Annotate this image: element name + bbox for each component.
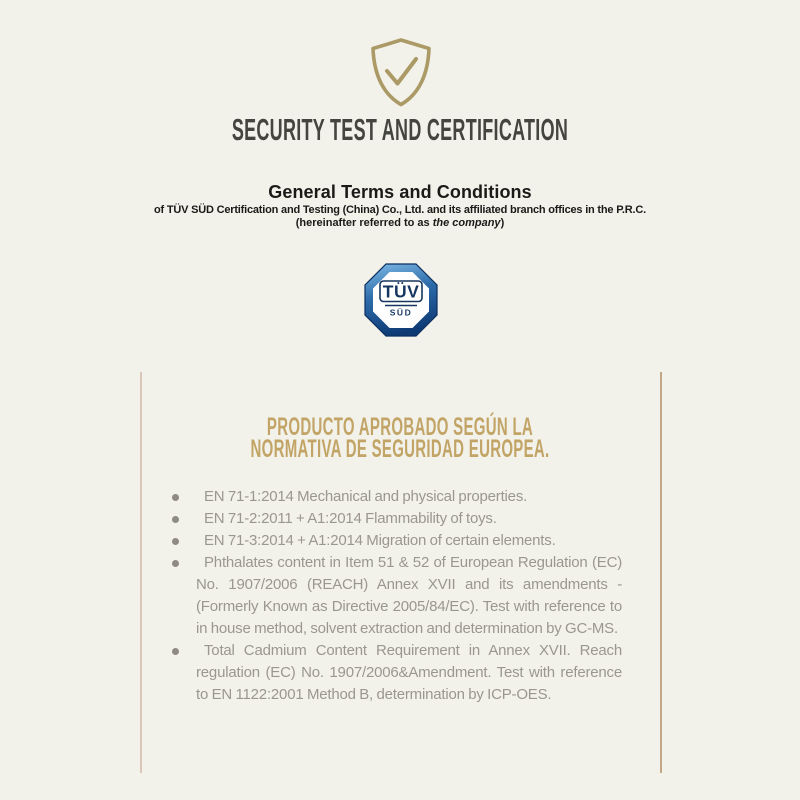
approval-heading <box>0 413 800 463</box>
standard-item <box>166 486 622 508</box>
bullet-icon <box>172 538 179 545</box>
terms-block <box>0 181 800 230</box>
standard-text: EN 71-3:2014 + A1:2014 Migration of certain elements. <box>204 532 556 549</box>
approval-line-2: NORMATIVA DE SEGURIDAD EUROPEA. <box>250 435 550 463</box>
terms-subtitle: of TÜV SÜD Certification and Testing (China) Co., Ltd. and its affiliated branch offices in the P.R.C. <box>154 204 646 216</box>
standard-text: Total Cadmium Content Requirement in Annex XVII. Reach regulation (EC) No. 1907/2006&Amendment. Test with reference to EN 1122:2001 Method B, determination by ICP-OES. <box>196 642 622 703</box>
terms-note-prefix: (hereinafter referred to as <box>295 217 433 229</box>
logo-tuv-text: TÜV <box>382 281 420 302</box>
standard-text: EN 71-1:2014 Mechanical and physical properties. <box>204 488 528 505</box>
logo-sud-text: SÜD <box>389 307 413 318</box>
bullet-icon <box>172 516 179 523</box>
standard-item <box>166 552 622 640</box>
bullet-icon <box>172 648 179 655</box>
standard-text: Phthalates content in Item 51 & 52 of European Regulation (EC) No. 1907/2006 (REACH) Annex XVII and its amendments - (Formerly Known as Directive 2005/84/EC). Test with reference to in house method, solvent extraction and determination by GC-MS. <box>196 554 622 637</box>
standards-list <box>166 486 622 706</box>
approval-line-1: PRODUCTO APROBADO SEGÚN LA <box>266 413 534 441</box>
terms-heading: General Terms and Conditions <box>268 182 532 202</box>
bullet-icon <box>172 494 179 501</box>
bullet-icon <box>172 560 179 567</box>
terms-note <box>0 217 800 230</box>
standard-item <box>166 530 622 552</box>
standard-item <box>166 640 622 706</box>
standard-text: EN 71-2:2011 + A1:2014 Flammability of toys. <box>204 510 497 527</box>
standard-item <box>166 508 622 530</box>
title-wrap <box>0 112 800 148</box>
security-title: SECURITY TEST AND CERTIFICATION <box>231 112 569 147</box>
terms-note-italic: the company <box>432 217 501 229</box>
terms-note-suffix: ) <box>500 217 505 229</box>
shield-check-icon <box>366 36 436 108</box>
tuv-sud-logo <box>363 262 439 338</box>
